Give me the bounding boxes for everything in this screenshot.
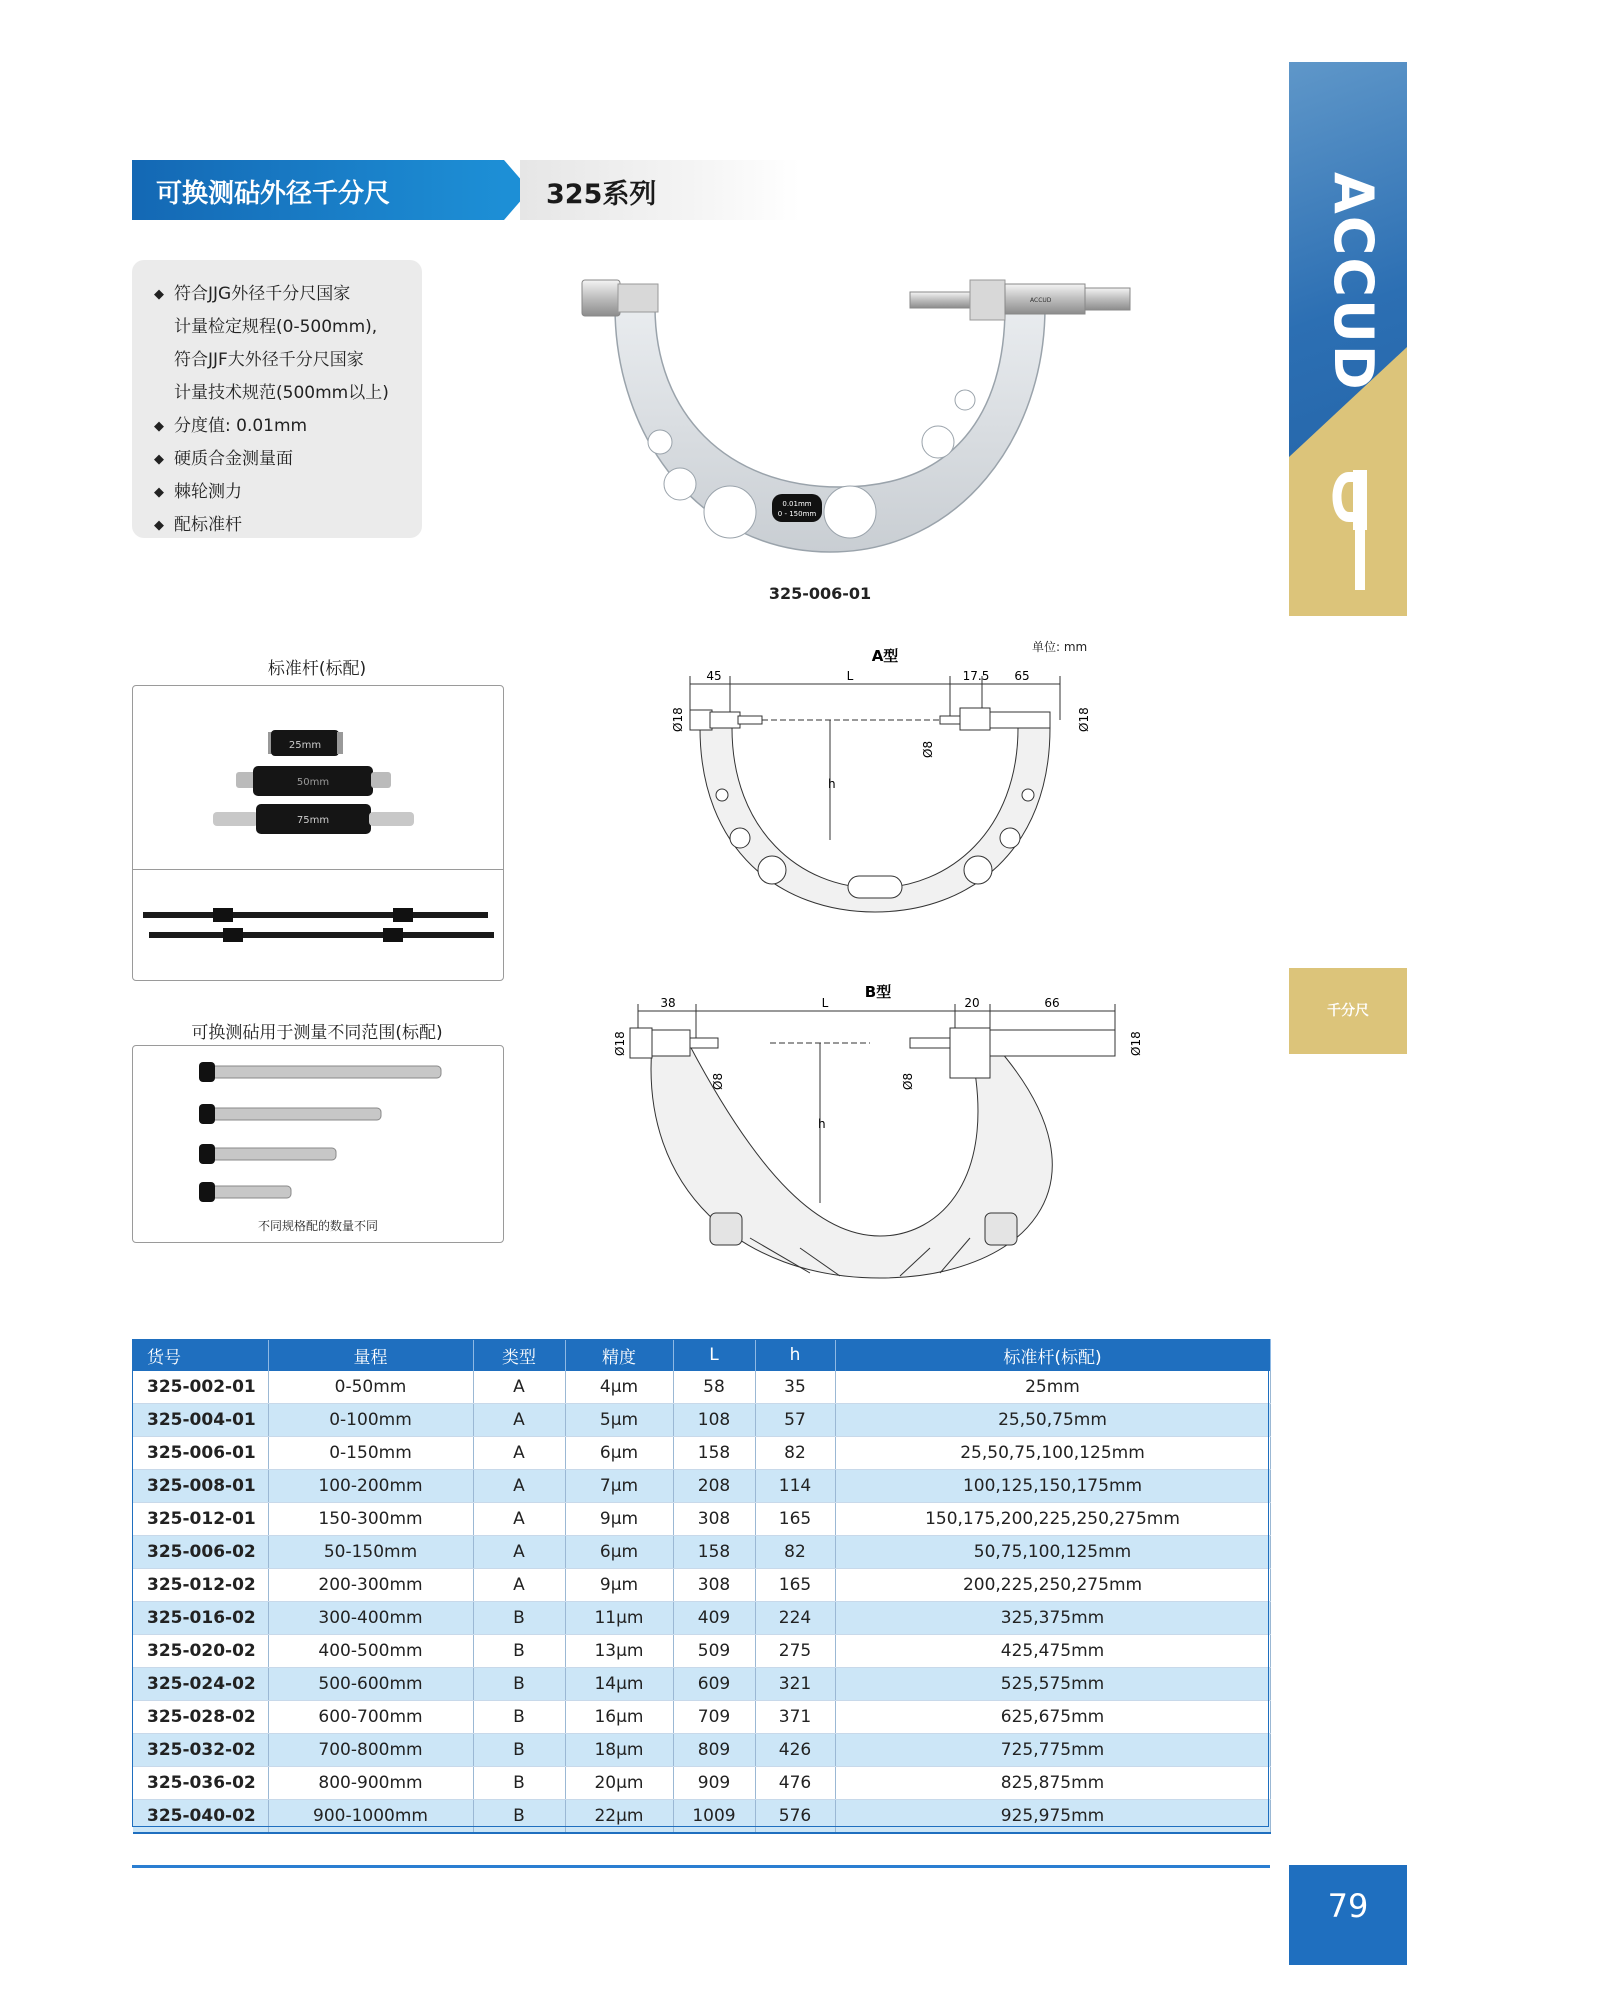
table-cell: 308 bbox=[673, 1569, 755, 1602]
brand-logo: ACCUD bbox=[1322, 172, 1385, 392]
bullet-diamond-icon: ◆ bbox=[154, 287, 164, 302]
table-cell: A bbox=[473, 1569, 565, 1602]
table-cell: 9μm bbox=[565, 1503, 673, 1536]
table-cell: 0-100mm bbox=[268, 1404, 473, 1437]
table-cell: 809 bbox=[673, 1734, 755, 1767]
table-cell: 0-50mm bbox=[268, 1371, 473, 1404]
table-cell: 14μm bbox=[565, 1668, 673, 1701]
table-cell: A bbox=[473, 1470, 565, 1503]
table-cell: 5μm bbox=[565, 1404, 673, 1437]
table-row bbox=[133, 1701, 1270, 1734]
table-cell: 509 bbox=[673, 1635, 755, 1668]
table-row bbox=[133, 1668, 1270, 1701]
table-cell: B bbox=[473, 1668, 565, 1701]
type-a-drawing bbox=[650, 640, 1120, 940]
spec-table bbox=[133, 1339, 1271, 1834]
table-cell: 224 bbox=[755, 1602, 835, 1635]
rods-illustration bbox=[133, 686, 503, 869]
photo-label-2: 0 - 150mm bbox=[777, 510, 817, 518]
page-number-box bbox=[1289, 1865, 1407, 1965]
feature-item bbox=[154, 377, 422, 410]
bullet-diamond-icon: ◆ bbox=[154, 452, 164, 467]
table-cell: 50,75,100,125mm bbox=[835, 1536, 1270, 1569]
type-b-title: B型 bbox=[864, 983, 892, 1001]
a-dim-dia8: Ø8 bbox=[921, 740, 935, 758]
table-cell: 325-032-02 bbox=[133, 1734, 268, 1767]
a-dim-175: 17.5 bbox=[962, 669, 990, 683]
table-header-cell: 量程 bbox=[268, 1339, 473, 1371]
feature-text: 符合JJF大外径千分尺国家 bbox=[174, 350, 364, 370]
type-a-title: A型 bbox=[871, 647, 899, 665]
a-dim-45: 45 bbox=[706, 669, 722, 683]
table-header-cell: 精度 bbox=[565, 1339, 673, 1371]
product-model-caption: 325-006-01 bbox=[768, 584, 872, 603]
b-dim-38: 38 bbox=[660, 996, 676, 1010]
bullet-diamond-icon: ◆ bbox=[154, 485, 164, 500]
table-cell: 325-012-01 bbox=[133, 1503, 268, 1536]
table-header-cell: h bbox=[755, 1339, 835, 1371]
table-cell: 150,175,200,225,250,275mm bbox=[835, 1503, 1270, 1536]
type-b-drawing bbox=[600, 978, 1170, 1298]
table-cell: 20μm bbox=[565, 1767, 673, 1800]
table-header-row bbox=[133, 1339, 1270, 1371]
table-cell: 35 bbox=[755, 1371, 835, 1404]
table-cell: 158 bbox=[673, 1536, 755, 1569]
feature-text: 计量技术规范(500mm以上) bbox=[174, 383, 389, 403]
table-cell: 709 bbox=[673, 1701, 755, 1734]
table-cell: 165 bbox=[755, 1503, 835, 1536]
rod-50-label: 50mm bbox=[296, 777, 330, 788]
feature-text: 配标准杆 bbox=[174, 515, 242, 535]
feature-text: 硬质合金测量面 bbox=[174, 449, 293, 469]
b-dim-dia18-left: Ø18 bbox=[613, 1031, 627, 1056]
table-cell: 426 bbox=[755, 1734, 835, 1767]
table-cell: 325-016-02 bbox=[133, 1602, 268, 1635]
table-cell: 82 bbox=[755, 1437, 835, 1470]
table-cell: 57 bbox=[755, 1404, 835, 1437]
bullet-diamond-icon: ◆ bbox=[154, 419, 164, 434]
table-row bbox=[133, 1569, 1270, 1602]
table-cell: 325-020-02 bbox=[133, 1635, 268, 1668]
table-cell: 625,675mm bbox=[835, 1701, 1270, 1734]
table-cell: 409 bbox=[673, 1602, 755, 1635]
b-dim-66: 66 bbox=[1044, 996, 1060, 1010]
table-cell: 325-008-01 bbox=[133, 1470, 268, 1503]
anvils-image bbox=[132, 1045, 504, 1243]
feature-list bbox=[132, 260, 422, 542]
table-cell: 325,375mm bbox=[835, 1602, 1270, 1635]
table-cell: 25,50,75,100,125mm bbox=[835, 1437, 1270, 1470]
a-dim-dia18-right: Ø18 bbox=[1077, 707, 1091, 732]
table-cell: 609 bbox=[673, 1668, 755, 1701]
category-tab-label: 千分尺 bbox=[1327, 1003, 1369, 1019]
table-cell: 0-150mm bbox=[268, 1437, 473, 1470]
table-cell: 308 bbox=[673, 1503, 755, 1536]
table-cell: 18μm bbox=[565, 1734, 673, 1767]
brand-strip bbox=[1289, 62, 1407, 616]
table-cell: 200,225,250,275mm bbox=[835, 1569, 1270, 1602]
table-cell: 321 bbox=[755, 1668, 835, 1701]
table-header-cell: 类型 bbox=[473, 1339, 565, 1371]
b-dim-dia18-right: Ø18 bbox=[1129, 1031, 1143, 1056]
title-banner bbox=[132, 160, 524, 220]
table-cell: 208 bbox=[673, 1470, 755, 1503]
table-cell: 275 bbox=[755, 1635, 835, 1668]
table-cell: 325-012-02 bbox=[133, 1569, 268, 1602]
series-label: 325系列 bbox=[546, 179, 657, 210]
table-cell: 150-300mm bbox=[268, 1503, 473, 1536]
b-dim-dia8-right: Ø8 bbox=[901, 1072, 915, 1090]
table-cell: 16μm bbox=[565, 1701, 673, 1734]
table-cell: A bbox=[473, 1371, 565, 1404]
table-cell: 325-004-01 bbox=[133, 1404, 268, 1437]
table-cell: 825,875mm bbox=[835, 1767, 1270, 1800]
table-row bbox=[133, 1371, 1270, 1404]
anvils-note: 不同规格配的数量不同 bbox=[257, 1219, 378, 1233]
rod-25-label: 25mm bbox=[288, 740, 322, 751]
table-cell: 100,125,150,175mm bbox=[835, 1470, 1270, 1503]
table-cell: 100-200mm bbox=[268, 1470, 473, 1503]
table-cell: 6μm bbox=[565, 1536, 673, 1569]
table-cell: 900-1000mm bbox=[268, 1800, 473, 1834]
table-cell: 4μm bbox=[565, 1371, 673, 1404]
table-cell: 108 bbox=[673, 1404, 755, 1437]
table-cell: B bbox=[473, 1701, 565, 1734]
table-cell: 58 bbox=[673, 1371, 755, 1404]
table-cell: 158 bbox=[673, 1437, 755, 1470]
feature-item bbox=[154, 476, 422, 509]
table-header-cell: 货号 bbox=[133, 1339, 268, 1371]
table-cell: A bbox=[473, 1404, 565, 1437]
table-cell: B bbox=[473, 1602, 565, 1635]
feature-text: 棘轮测力 bbox=[174, 482, 242, 502]
category-tab[interactable] bbox=[1289, 968, 1407, 1054]
micrometer-photo bbox=[560, 262, 1140, 582]
table-cell: 25,50,75mm bbox=[835, 1404, 1270, 1437]
table-cell: A bbox=[473, 1437, 565, 1470]
page-title: 可换测砧外径千分尺 bbox=[156, 179, 391, 209]
table-cell: 6μm bbox=[565, 1437, 673, 1470]
table-cell: B bbox=[473, 1635, 565, 1668]
table-cell: 22μm bbox=[565, 1800, 673, 1834]
table-cell: 325-024-02 bbox=[133, 1668, 268, 1701]
table-cell: 325-002-01 bbox=[133, 1371, 268, 1404]
table-cell: 9μm bbox=[565, 1569, 673, 1602]
table-cell: 165 bbox=[755, 1569, 835, 1602]
table-cell: 325-028-02 bbox=[133, 1701, 268, 1734]
a-dim-65: 65 bbox=[1014, 669, 1030, 683]
table-cell: 325-040-02 bbox=[133, 1800, 268, 1834]
table-cell: B bbox=[473, 1800, 565, 1834]
table-cell: 525,575mm bbox=[835, 1668, 1270, 1701]
feature-item bbox=[154, 311, 422, 344]
table-cell: 600-700mm bbox=[268, 1701, 473, 1734]
long-rods-illustration bbox=[133, 870, 503, 980]
standard-rods-image bbox=[132, 685, 504, 981]
table-row bbox=[133, 1734, 1270, 1767]
rod-75-label: 75mm bbox=[296, 815, 330, 826]
feature-text: 分度值: 0.01mm bbox=[174, 416, 308, 436]
photo-brand: ACCUD bbox=[1030, 297, 1052, 304]
table-cell: 425,475mm bbox=[835, 1635, 1270, 1668]
table-cell: 371 bbox=[755, 1701, 835, 1734]
table-cell: 325-036-02 bbox=[133, 1767, 268, 1800]
b-dim-l: L bbox=[821, 996, 829, 1010]
table-row bbox=[133, 1536, 1270, 1569]
table-row bbox=[133, 1767, 1270, 1800]
table-body bbox=[133, 1371, 1270, 1833]
table-cell: B bbox=[473, 1767, 565, 1800]
table-cell: 300-400mm bbox=[268, 1602, 473, 1635]
table-row bbox=[133, 1800, 1270, 1834]
a-dim-h: h bbox=[828, 777, 836, 791]
photo-label-1: 0.01mm bbox=[782, 500, 812, 508]
anvils-illustration bbox=[133, 1046, 503, 1211]
table-cell: 700-800mm bbox=[268, 1734, 473, 1767]
a-dim-l: L bbox=[846, 669, 854, 683]
feature-item bbox=[154, 443, 422, 476]
b-dim-dia8-left: Ø8 bbox=[711, 1072, 725, 1090]
feature-item bbox=[154, 278, 422, 311]
table-cell: 25mm bbox=[835, 1371, 1270, 1404]
table-cell: 925,975mm bbox=[835, 1800, 1270, 1834]
table-cell: 50-150mm bbox=[268, 1536, 473, 1569]
table-cell: 400-500mm bbox=[268, 1635, 473, 1668]
table-cell: 476 bbox=[755, 1767, 835, 1800]
table-cell: 800-900mm bbox=[268, 1767, 473, 1800]
page-number: 79 bbox=[1327, 1887, 1369, 1925]
series-banner bbox=[520, 160, 800, 220]
table-cell: A bbox=[473, 1503, 565, 1536]
anvils-label: 可换测砧用于测量不同范围(标配) bbox=[191, 1023, 443, 1043]
table-header-cell: L bbox=[673, 1339, 755, 1371]
table-row bbox=[133, 1470, 1270, 1503]
table-row bbox=[133, 1404, 1270, 1437]
feature-item bbox=[154, 410, 422, 443]
table-row bbox=[133, 1503, 1270, 1536]
table-cell: 11μm bbox=[565, 1602, 673, 1635]
table-cell: 909 bbox=[673, 1767, 755, 1800]
a-dim-dia18-left: Ø18 bbox=[671, 707, 685, 732]
table-row bbox=[133, 1635, 1270, 1668]
table-cell: A bbox=[473, 1536, 565, 1569]
table-cell: 82 bbox=[755, 1536, 835, 1569]
table-cell: 576 bbox=[755, 1800, 835, 1834]
b-dim-h: h bbox=[818, 1117, 826, 1131]
feature-item bbox=[154, 509, 422, 542]
feature-text: 符合JJG外径千分尺国家 bbox=[174, 284, 351, 304]
footer-rule bbox=[132, 1865, 1270, 1868]
table-cell: 725,775mm bbox=[835, 1734, 1270, 1767]
table-cell: 114 bbox=[755, 1470, 835, 1503]
b-dim-20: 20 bbox=[964, 996, 980, 1010]
standard-rods-label: 标准杆(标配) bbox=[267, 659, 367, 679]
table-header-cell: 标准杆(标配) bbox=[835, 1339, 1270, 1371]
bullet-diamond-icon: ◆ bbox=[154, 518, 164, 533]
table-row bbox=[133, 1437, 1270, 1470]
table-cell: 325-006-02 bbox=[133, 1536, 268, 1569]
feature-text: 计量检定规程(0-500mm), bbox=[174, 317, 378, 337]
table-cell: 13μm bbox=[565, 1635, 673, 1668]
table-cell: B bbox=[473, 1734, 565, 1767]
feature-list-box bbox=[132, 260, 422, 538]
feature-item bbox=[154, 344, 422, 377]
micrometer-icon bbox=[1319, 462, 1379, 602]
table-cell: 1009 bbox=[673, 1800, 755, 1834]
unit-label: 单位: mm bbox=[1032, 640, 1088, 654]
table-cell: 500-600mm bbox=[268, 1668, 473, 1701]
table-row bbox=[133, 1602, 1270, 1635]
table-cell: 325-006-01 bbox=[133, 1437, 268, 1470]
table-cell: 7μm bbox=[565, 1470, 673, 1503]
table-cell: 200-300mm bbox=[268, 1569, 473, 1602]
